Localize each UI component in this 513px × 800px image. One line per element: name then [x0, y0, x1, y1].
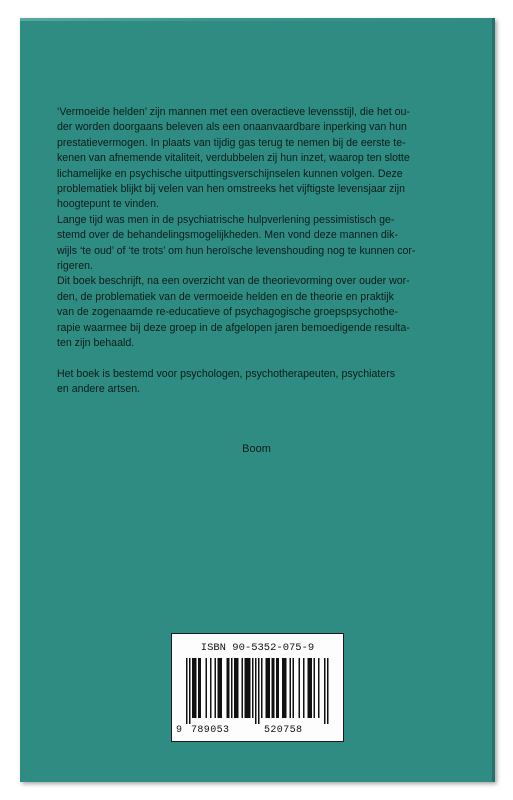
barcode-bar — [314, 658, 316, 718]
barcode-bar — [245, 658, 247, 718]
blurb-audience: Het boek is bestemd voor psychologen, psychotherapeuten, psychiaters en andere artsen. — [57, 367, 396, 395]
barcode-bar — [327, 658, 329, 724]
publisher-name: Boom — [242, 443, 271, 455]
barcode-bar — [210, 658, 212, 718]
barcode-bar — [248, 658, 250, 718]
barcode-bar — [272, 658, 274, 718]
barcode-bar — [269, 658, 271, 718]
barcode-bar — [215, 658, 217, 718]
barcode-bar — [278, 658, 280, 718]
barcode-bar — [237, 658, 239, 718]
barcode-bar — [266, 658, 268, 718]
barcode-bar — [318, 658, 320, 718]
isbn-text: ISBN 90-5352-075-9 — [200, 642, 315, 654]
barcode-bar — [228, 658, 230, 718]
barcode-bar — [231, 658, 233, 718]
barcode-bar — [234, 658, 236, 718]
barcode-bar — [195, 658, 197, 718]
barcode-bar — [261, 658, 263, 718]
barcode-digit-group-left: 789053 — [191, 725, 230, 736]
barcode-bar — [189, 658, 191, 724]
barcode-bar — [221, 658, 223, 718]
barcode-bar — [267, 658, 269, 718]
barcode-bar — [219, 658, 221, 718]
barcode-icon — [186, 658, 330, 724]
blurb-paragraph-1: ‘Vermoeide helden’ zijn mannen met een overactieve levensstijl, die het ou- der worden doorgaans beleven als een onaanvaardbare inperking van hun prestatievermogen. In plaats van tijdig gas terug te nemen bij de eerste te- kenen van afnemende vitaliteit, verdubbelen zij hun inzet, waarop ten slotte lichamelijke en psychische uitputtingsverschijnselen kunnen volgen. Deze problematiek blijkt bij velen van hen omstreeks het vijftigste levensjaar zijn hoogtepunt te vinden. — [57, 106, 410, 211]
blurb-paragraph-3: Dit boek beschrijft, na een overzicht van de theorievorming over ouder wor- den, de problematiek van de vermoeide helden en de theorie en praktijk van de zogenaamde re-educatieve of psychagogische groepspsychothe- rapie waarmee bij deze groep in de afgelopen jaren bemoedigende resulta- ten zijn behaald. — [57, 275, 410, 350]
barcode-bar — [311, 658, 313, 718]
blurb — [57, 105, 455, 397]
barcode-bar — [227, 658, 229, 718]
barcode-bar — [206, 658, 208, 718]
barcode-bar — [198, 658, 200, 718]
barcode-bar — [194, 658, 196, 718]
barcode-bar — [309, 658, 311, 718]
barcode-bar — [218, 658, 220, 718]
barcode-bar — [255, 658, 257, 724]
barcode-bar — [200, 658, 202, 718]
barcode-bar — [324, 658, 326, 724]
barcode-bar — [308, 658, 310, 718]
barcode-bar — [293, 658, 295, 718]
barcode-digit-prefix: 9 — [176, 725, 183, 736]
barcode-bar — [285, 658, 287, 718]
barcode-bar — [290, 658, 292, 718]
barcode-bar — [186, 658, 188, 724]
isbn-barcode-label — [171, 633, 344, 742]
barcode-bar — [236, 658, 238, 718]
barcode-bar — [242, 658, 244, 718]
barcode-bar — [299, 658, 301, 718]
barcode-bar — [284, 658, 286, 718]
barcode-bar — [282, 658, 284, 718]
barcode-bar — [276, 658, 278, 718]
barcode-bar — [249, 658, 251, 718]
barcode-bar — [252, 658, 254, 718]
barcode-digit-group-right: 520758 — [264, 725, 303, 736]
barcode-bar — [273, 658, 275, 718]
barcode-bar — [303, 658, 305, 718]
barcode-bar — [246, 658, 248, 718]
barcode-bar — [258, 658, 260, 724]
blurb-paragraph-2: Lange tijd was men in de psychiatrische hulpverlening pessimistisch ge- stemd over de behandelingsmogelijkheden. Men vond deze mannen dik- wijls ‘te oud’ of ‘te trots’ om hun heroïsche levenshouding nog te kunnen cor- rigeren. — [57, 213, 416, 273]
barcode-bar — [192, 658, 194, 718]
